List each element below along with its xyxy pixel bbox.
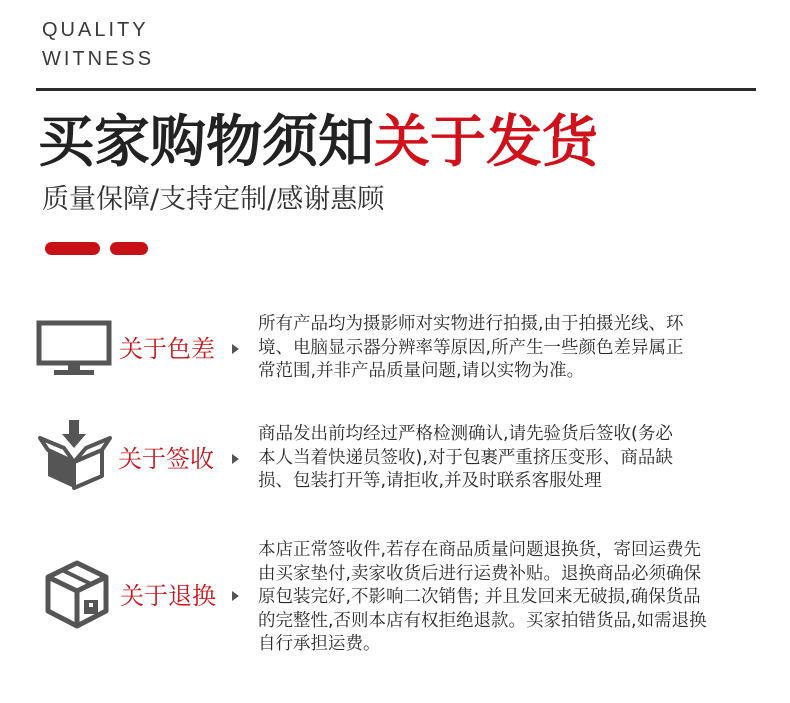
body-line: 由买家垫付,卖家收货后进行运费补贴。退换商品必须确保: [258, 563, 702, 584]
section-label: 关于签收: [118, 445, 214, 473]
body-line: 本人当着快递员签收),对于包裹严重挤压变形、商品缺: [258, 447, 673, 468]
page-title: [38, 108, 598, 178]
section-body: [258, 423, 754, 494]
brand-wordmark: [42, 16, 154, 74]
body-line: 商品发出前均经过严格检测确认,请先验货后签收(务必: [258, 424, 673, 444]
brand-line-1: QUALITY: [42, 19, 149, 41]
body-line: 原包装完好,不影响二次销售; 并且发回来无破损,确保货品: [258, 587, 701, 607]
package-icon: [44, 560, 110, 630]
open-box-download-icon: [38, 418, 112, 490]
section-body: [258, 313, 754, 384]
page-title-main: 买家购物须知: [38, 110, 374, 175]
arrow-right-icon: [232, 344, 239, 354]
arrow-right-icon: [232, 591, 239, 601]
body-line: 的完整性,否则本店有权拒绝退款。买家拍错货品,如需退换: [258, 610, 707, 631]
section-body: [258, 539, 754, 657]
section-label: 关于退换: [120, 582, 216, 610]
decor-pill-1: [45, 242, 100, 255]
decor-pill-2: [110, 242, 148, 255]
page-subtitle: 质量保障/支持定制/感谢惠顾: [42, 184, 385, 215]
section-label: 关于色差: [119, 335, 215, 363]
body-line: 所有产品均为摄影师对实物进行拍摄,由于拍摄光线、环: [258, 314, 684, 334]
monitor-icon: [36, 320, 112, 378]
body-line: 自行承担运费。: [258, 634, 381, 654]
header-divider: [36, 88, 756, 91]
brand-line-2: WITNESS: [42, 48, 155, 70]
body-line: 境、电脑显示器分辨率等原因,所产生一些颜色差异属正: [258, 337, 684, 358]
body-line: 损、包装打开等,请拒收,并及时联系客服处理: [258, 471, 602, 491]
page-title-accent: 关于发货: [374, 110, 598, 175]
arrow-right-icon: [232, 454, 239, 464]
body-line: 本店正常签收件,若存在商品质量问题退换货，寄回运费先: [258, 540, 702, 560]
body-line: 常范围,并非产品质量问题,请以实物为准。: [258, 361, 585, 381]
